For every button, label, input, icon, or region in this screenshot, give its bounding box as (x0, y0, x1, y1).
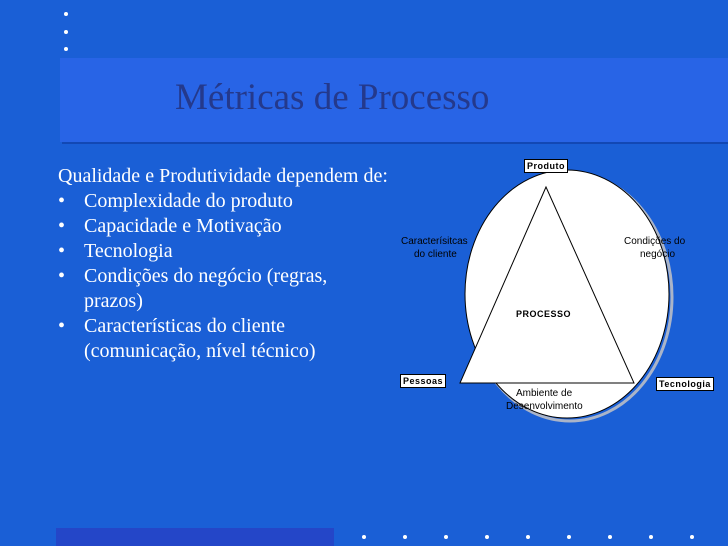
bullet-icon: • (58, 265, 66, 287)
label-caracteristicas: Caracterísitcas (401, 236, 468, 247)
list-item-text: Características do cliente (comunicação, nível técnico) (84, 315, 316, 362)
label-tecnologia: Tecnologia (656, 377, 714, 391)
list-item (58, 314, 388, 364)
page-title: Métricas de Processo (175, 77, 490, 118)
decorative-dot (64, 47, 68, 51)
bullet-icon: • (58, 315, 66, 337)
label-desenvolvimento: Desenvolvimento (506, 401, 583, 412)
process-diagram (398, 155, 728, 425)
bullet-icon: • (58, 240, 66, 262)
label-condicoes-2: negócio (640, 249, 676, 260)
decorative-dot (526, 535, 530, 539)
decorative-dot (608, 535, 612, 539)
bottom-bar (56, 528, 334, 546)
decorative-dot (64, 30, 68, 34)
decorative-dot (444, 535, 448, 539)
label-caracteristicas-2: do cliente (414, 249, 457, 260)
label-pessoas: Pessoas (400, 374, 446, 388)
list-item (58, 214, 388, 239)
label-produto: Produto (524, 159, 568, 173)
list-item-text: Complexidade do produto (84, 190, 293, 212)
label-ambiente: Ambiente de (516, 388, 573, 399)
list-item-text: Capacidade e Motivação (84, 215, 282, 237)
lead-text: Qualidade e Produtividade dependem de: (58, 165, 388, 187)
list-item-text: Tecnologia (84, 240, 173, 262)
bullet-icon: • (58, 190, 66, 212)
decorative-dot (567, 535, 571, 539)
decorative-dot (403, 535, 407, 539)
list-item (58, 264, 388, 314)
bullet-list (58, 189, 388, 364)
decorative-dot (362, 535, 366, 539)
decorative-dot (64, 12, 68, 16)
label-condicoes: Condições do (624, 236, 686, 247)
list-item (58, 239, 388, 264)
bullet-icon: • (58, 215, 66, 237)
list-item (58, 189, 388, 214)
list-item-text: Condições do negócio (regras, prazos) (84, 265, 328, 312)
decorative-dot (485, 535, 489, 539)
decorative-dot (690, 535, 694, 539)
label-processo: PROCESSO (516, 309, 572, 319)
decorative-dot (649, 535, 653, 539)
content-body (58, 164, 388, 364)
